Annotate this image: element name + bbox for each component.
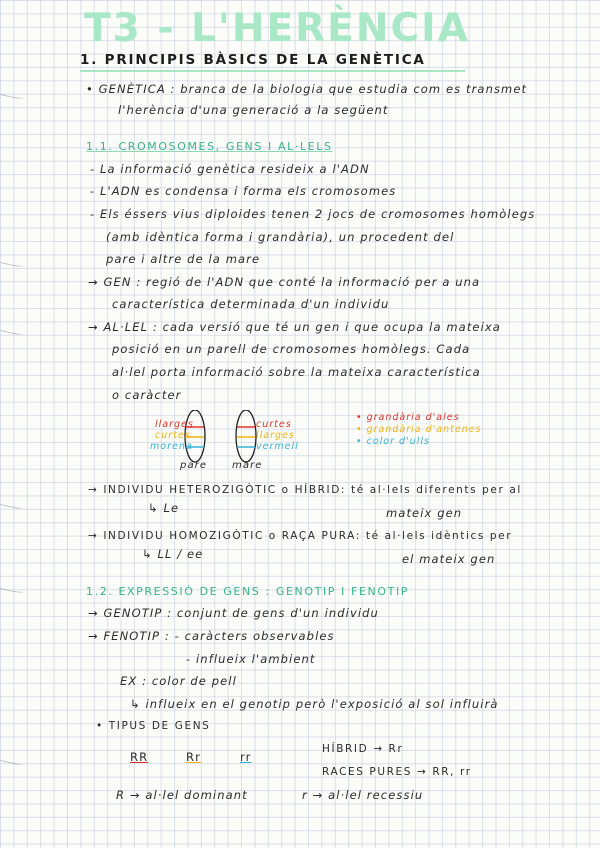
allele-label: morena <box>150 441 193 452</box>
allel-line3: al·lel porta informació sobre la mateixa característica <box>112 365 481 379</box>
example-line1: EX : color de pell <box>120 674 237 688</box>
homo-line2: el mateix gen <box>402 552 496 566</box>
heading-underline <box>80 70 465 72</box>
hetero-sub: ↳ Le <box>148 501 180 515</box>
homo-line1: → INDIVIDU HOMOZIGÒTIC o RAÇA PURA: té al·lels idèntics per <box>88 530 513 542</box>
genotype-example: RR <box>130 750 149 764</box>
hetero-line1: → INDIVIDU HETEROZIGÒTIC o HÍBRID: té al·lels diferents per al <box>88 484 522 496</box>
example-line2: ↳ influeix en el genotip però l'exposició al sol influirà <box>130 697 499 711</box>
tipus-heading: • TIPUS DE GENS <box>96 720 211 732</box>
legend-item: • grandària d'ales <box>356 412 460 423</box>
allele-label: curtes <box>155 430 191 441</box>
section-heading <box>80 52 426 68</box>
fenotip-line1: → FENOTIP : - caràcters observables <box>88 629 335 643</box>
bullet-line: - La informació genètica resideix a l'ADN <box>90 162 370 176</box>
legend-item: • grandària d'antenes <box>356 424 482 435</box>
allel-line4: o caràcter <box>112 388 182 402</box>
bullet-line: - L'ADN es condensa i forma els cromosomes <box>90 184 397 198</box>
genotip-line: → GENOTIP : conjunt de gens d'un individu <box>88 606 379 620</box>
homo-sub: ↳ LL / ee <box>142 547 204 561</box>
recessive-line: r → al·lel recessiu <box>302 788 424 802</box>
mother-chromosome <box>236 410 256 462</box>
section-title: PRINCIPIS BÀSICS DE LA GENÈTICA <box>104 52 426 68</box>
dominant-line: R → al·lel dominant <box>116 788 248 802</box>
gen-line2: característica determinada d'un individu <box>112 297 390 311</box>
mother-label: mare <box>232 460 263 471</box>
genetica-line2: l'herència d'una generació a la següent <box>118 103 389 117</box>
genotype-example: rr <box>240 750 252 764</box>
bullet-line: pare i altre de la mare <box>106 252 261 266</box>
fenotip-line2: - influeix l'ambient <box>186 652 316 666</box>
father-label: pare <box>180 460 208 471</box>
hetero-line2: mateix gen <box>386 506 463 520</box>
page-title: T3 - L'HERÈNCIA <box>84 6 470 51</box>
allele-label: llarges <box>155 419 194 430</box>
bullet-line: - Els éssers vius diploides tenen 2 jocs de cromosomes homòlegs <box>90 207 536 221</box>
allel-line1: → AL·LEL : cada versió que té un gen i que ocupa la mateixa <box>88 320 501 334</box>
legend-item: • color d'ulls <box>356 436 430 447</box>
races-line: RACES PURES → RR, rr <box>322 766 472 778</box>
allele-label: vermell <box>256 441 299 452</box>
allele-label: llarges <box>256 430 295 441</box>
allele-label: curtes <box>256 419 292 430</box>
genotype-example: Rr <box>186 750 201 764</box>
hibrid-line: HÍBRID → Rr <box>322 743 404 755</box>
allel-line2: posició en un parell de cromosomes homòlegs. Cada <box>112 342 471 356</box>
bullet-line: (amb idèntica forma i grandària), un procedent del <box>106 230 455 244</box>
gen-line1: → GEN : regió de l'ADN que conté la informació per a una <box>88 275 481 289</box>
subsection-heading: 1.1. CROMOSOMES, GENS I AL·LELS <box>86 140 333 153</box>
subsection-heading: 1.2. EXPRESSIÓ DE GENS : GENOTIP I FENOTIP <box>86 585 410 598</box>
section-number: 1. <box>80 52 99 68</box>
genetica-line1: • GENÈTICA : branca de la biologia que estudia com es transmet <box>86 82 528 96</box>
